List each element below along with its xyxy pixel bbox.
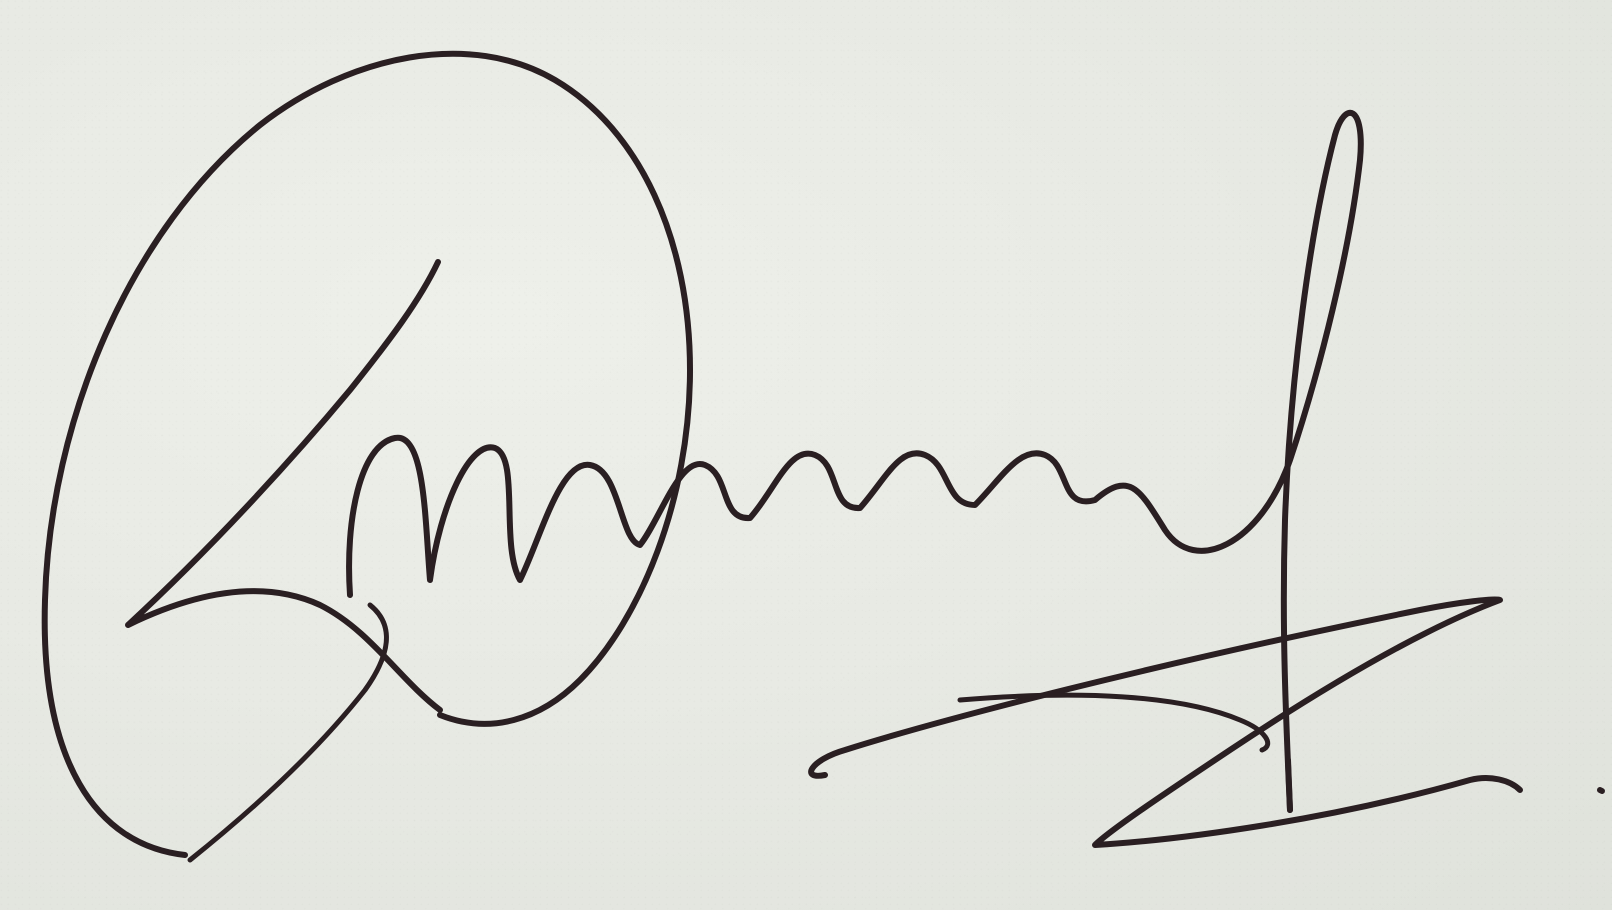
signature-zigzag-stroke	[128, 262, 440, 710]
signature-descender	[1288, 760, 1290, 810]
signature-large-loop	[45, 54, 690, 855]
signature-dot	[1600, 790, 1602, 791]
signature-cursive-humps	[349, 113, 1361, 810]
signature-inner-stroke	[190, 605, 386, 860]
signature-ink	[45, 54, 1602, 860]
signature-underline-swoosh	[811, 599, 1520, 845]
